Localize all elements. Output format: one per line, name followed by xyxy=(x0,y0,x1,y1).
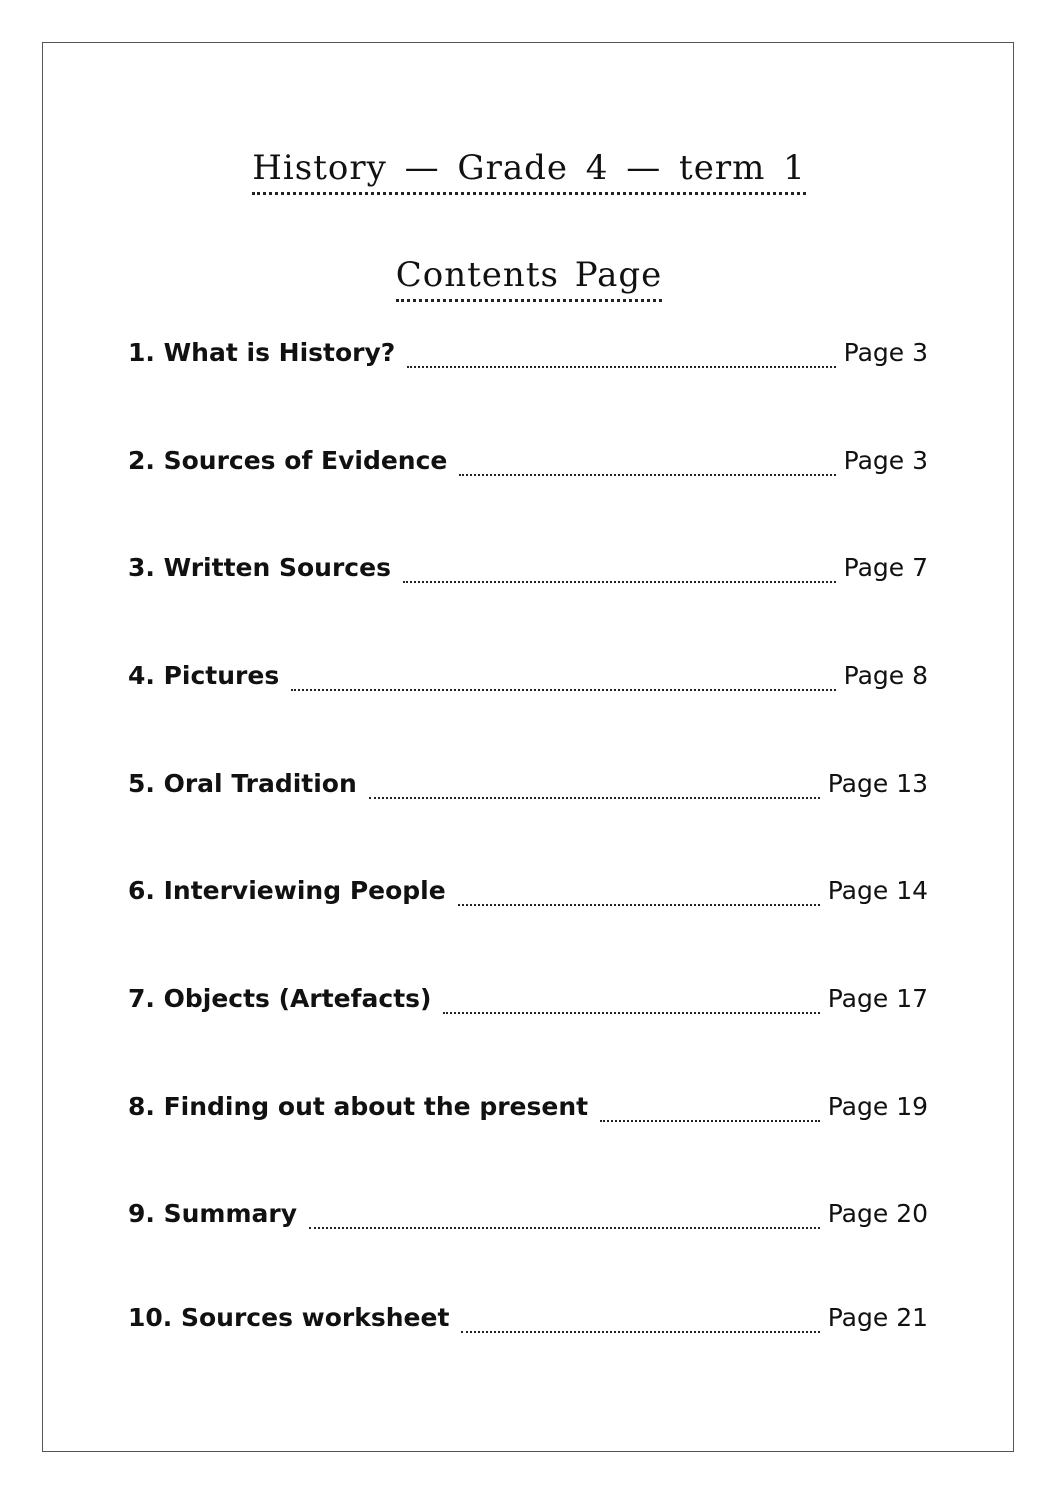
toc-entry-page: Page 21 xyxy=(827,1303,928,1332)
dot-leader xyxy=(291,689,835,691)
dot-leader xyxy=(443,1012,819,1014)
toc-entry-page: Page 20 xyxy=(827,1199,928,1228)
dot-leader xyxy=(458,904,820,906)
dot-leader xyxy=(369,797,820,799)
toc-entry-page: Page 14 xyxy=(827,876,928,905)
subtitle-block xyxy=(0,255,1058,302)
toc-entry-label: 9. Summary xyxy=(128,1199,297,1228)
toc-entry xyxy=(128,338,928,378)
toc-entry xyxy=(128,661,928,701)
toc-entry-page: Page 19 xyxy=(827,1092,928,1121)
toc-entry-page: Page 17 xyxy=(827,984,928,1013)
dot-leader xyxy=(407,366,835,368)
dot-leader xyxy=(403,581,836,583)
toc-entry-page: Page 3 xyxy=(843,338,928,367)
toc-entry-label: 5. Oral Tradition xyxy=(128,769,357,798)
dot-leader xyxy=(459,474,835,476)
toc-entry xyxy=(128,1199,928,1239)
toc-entry-label: 10. Sources worksheet xyxy=(128,1303,450,1332)
toc-entry xyxy=(128,769,928,809)
toc-entry-label: 7. Objects (Artefacts) xyxy=(128,984,432,1013)
dot-leader xyxy=(600,1120,820,1122)
toc-entry-page: Page 13 xyxy=(827,769,928,798)
toc-entry xyxy=(128,876,928,916)
toc-entry-page: Page 8 xyxy=(843,661,928,690)
toc-entry-label: 3. Written Sources xyxy=(128,553,391,582)
toc-entry-label: 6. Interviewing People xyxy=(128,876,446,905)
toc-entry-label: 4. Pictures xyxy=(128,661,280,690)
dot-leader xyxy=(461,1331,819,1333)
toc-entry-label: 8. Finding out about the present xyxy=(128,1092,589,1121)
page-border xyxy=(42,42,1014,1452)
toc-entry xyxy=(128,1092,928,1132)
title-block xyxy=(0,148,1058,195)
document-title: History — Grade 4 — term 1 xyxy=(252,148,806,195)
dot-leader xyxy=(309,1227,820,1229)
toc-entry-label: 2. Sources of Evidence xyxy=(128,446,448,475)
toc-entry xyxy=(128,1303,928,1343)
toc-entry-page: Page 3 xyxy=(843,446,928,475)
toc-entry-page: Page 7 xyxy=(843,553,928,582)
contents-heading: Contents Page xyxy=(396,255,663,302)
toc-entry xyxy=(128,446,928,486)
toc-entry xyxy=(128,553,928,593)
toc-entry-label: 1. What is History? xyxy=(128,338,396,367)
toc-entry xyxy=(128,984,928,1024)
